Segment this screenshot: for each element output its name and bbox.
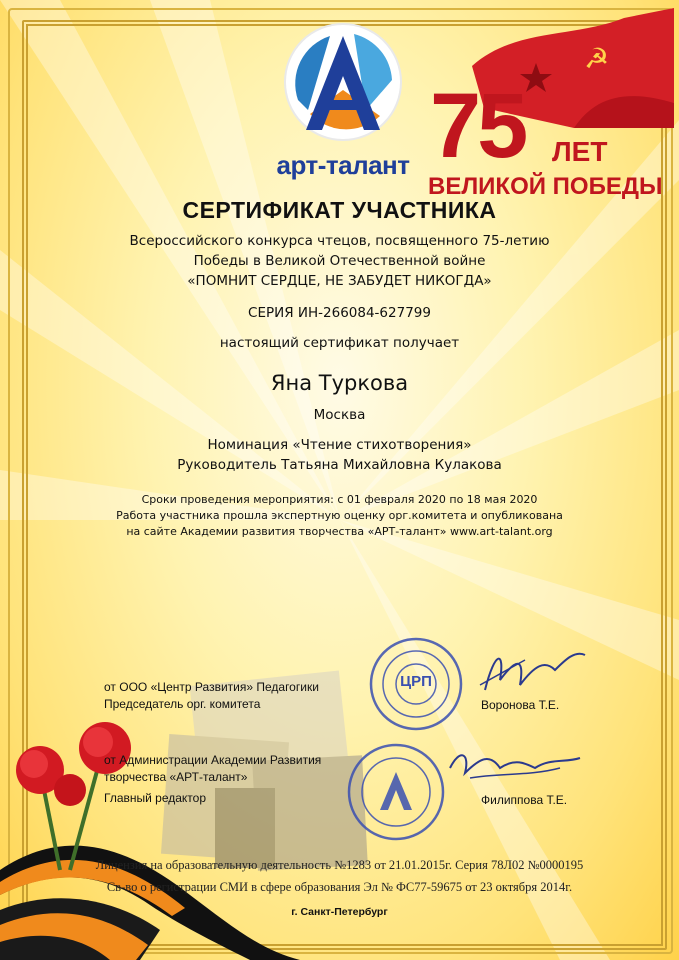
issue-city: г. Санкт-Петербург <box>291 906 388 918</box>
seal-art-talant-icon <box>346 742 446 842</box>
supervisor: Руководитель Татьяна Михайловна Кулакова <box>177 457 502 473</box>
participant-name: Яна Туркова <box>270 371 409 395</box>
art-talant-logo <box>268 18 418 183</box>
victory-badge <box>424 8 674 198</box>
participant-city: Москва <box>313 407 366 423</box>
signature-org-1: от ООО «Центр Развития» Педагогики <box>104 680 319 694</box>
svg-text:☭: ☭ <box>584 42 610 75</box>
badge-victory: ВЕЛИКОЙ ПОБЕДЫ <box>428 173 663 200</box>
series-number: СЕРИЯ ИН-266084-627799 <box>248 305 431 321</box>
brand-name: арт-талант <box>276 150 410 180</box>
logo-a-icon <box>268 18 418 148</box>
nomination: Номинация «Чтение стихотворения» <box>207 437 472 453</box>
signature-role-2: Главный редактор <box>104 791 207 805</box>
badge-number: 75 <box>430 75 525 177</box>
signature-name-1: Воронова Т.Е. <box>481 698 560 712</box>
signature-org-2a: от Администрации Академии Развития <box>104 753 322 767</box>
details-line-2: Работа участника прошла экспертную оценку орг.комитета и опубликована <box>116 509 563 522</box>
badge-let: ЛЕТ <box>552 136 608 167</box>
signature-scribble-1 <box>465 640 595 710</box>
contest-line-3: «ПОМНИТ СЕРДЦЕ, НЕ ЗАБУДЕТ НИКОГДА» <box>187 273 492 289</box>
seal-art-talant <box>346 742 446 842</box>
certificate-title: СЕРТИФИКАТ УЧАСТНИКА <box>182 197 497 223</box>
contest-line-1: Всероссийского конкурса чтецов, посвященного 75-летию <box>129 233 550 249</box>
details-line-1: Сроки проведения мероприятия: с 01 февраля 2020 по 18 мая 2020 <box>141 493 538 506</box>
signature-org-2b: творчества «АРТ-талант» <box>104 770 248 784</box>
contest-line-2: Победы в Великой Отечественной войне <box>193 253 486 269</box>
seal-crp <box>368 636 464 732</box>
receives-text: настоящий сертификат получает <box>219 335 460 351</box>
details-line-3: на сайте Академии развития творчества «АРТ-талант» www.art-talant.org <box>126 525 553 538</box>
seal-crp-text: ЦРП <box>400 673 432 690</box>
license-line-2: Св-во о регистрации СМИ в сфере образования Эл № ФС77-59675 от 23 октября 2014г. <box>106 880 573 894</box>
license-line-1: Лицензия на образовательную деятельность №1283 от 21.01.2015г. Серия 78Л02 №0000195 <box>95 858 584 872</box>
signature-scribble-2 <box>440 738 590 798</box>
signature-name-2: Филиппова Т.Е. <box>481 793 568 807</box>
signature-role-1: Председатель орг. комитета <box>104 697 261 711</box>
